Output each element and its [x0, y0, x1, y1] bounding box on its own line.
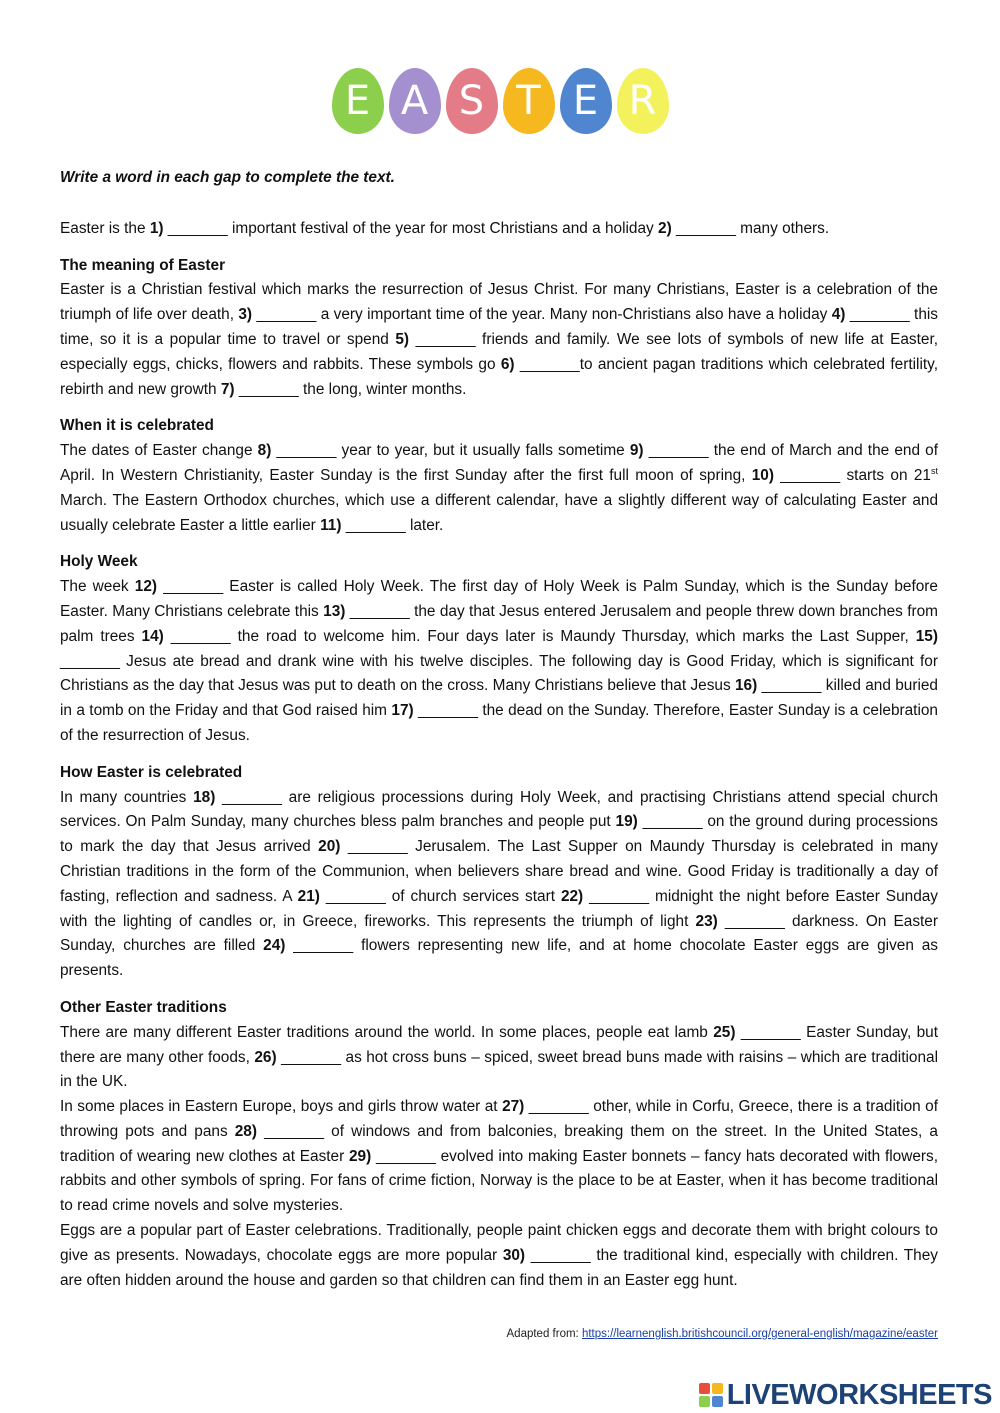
worksheet-text — [60, 166, 938, 1293]
liveworksheets-brand — [699, 1378, 992, 1412]
gap-13[interactable]: _______ — [349, 602, 410, 620]
gap-29[interactable]: _______ — [375, 1147, 436, 1165]
source-attribution — [507, 1328, 939, 1340]
liveworksheets-logo-icon — [699, 1383, 723, 1407]
title-egg-s: S — [446, 68, 498, 134]
brand-name: LIVEWORKSHEETS — [726, 1378, 992, 1411]
gap-26[interactable]: _______ — [281, 1048, 342, 1066]
title-egg-e: E — [332, 68, 384, 134]
gap-16[interactable]: _______ — [761, 677, 822, 695]
gap-20[interactable]: _______ — [347, 838, 408, 856]
gap-6[interactable]: _______ — [519, 355, 580, 373]
gap-19[interactable]: _______ — [642, 813, 703, 831]
gap-4[interactable]: _______ — [849, 306, 910, 324]
gap-22[interactable]: _______ — [589, 887, 650, 905]
gap-1[interactable]: _______ — [167, 219, 228, 237]
source-link[interactable]: https://learnenglish.britishcouncil.org/general-english/magazine/easter — [581, 1328, 938, 1340]
paragraph-how: In many countries 18) _______ are religious processions during Holy Week, and practising Christians attend special church services. On Palm Sunday, many churches bless palm branches and people put 19) _______ on the ground during processions to mark the day that Jesus arrived 20) _______ Jerusalem. The Last Supper on Maundy Thursday is celebrated in many Christian traditions in the form of the Communion, when believers share bread and wine. Good Friday is traditionally a day of fasting, reflection and sadness. A 21) _______ of church services start 22) _______ midnight the night before Easter Sunday with the lighting of candles or, in Greece, fireworks. This represents the triumph of light 23) _______ darkness. On Easter Sunday, churches are filled 24) _______ flowers representing new life, and at home chocolate Easter eggs are given as presents. — [60, 788, 939, 980]
paragraph-when: The dates of Easter change 8) _______ year to year, but it usually falls sometime 9) _______ the end of March and the end of April. In Western Christianity, Easter Sunday is the first Sunday after the first full moon of spring, 10) _______ starts on 21st March. The Eastern Orthodox churches, which use a different calendar, have a slightly different way of calculating Easter and usually celebrate Easter a little earlier 11) _______ later. — [60, 442, 938, 534]
title-egg-e2: E — [560, 68, 612, 134]
gap-25[interactable]: _______ — [740, 1023, 801, 1041]
gap-21[interactable]: _______ — [325, 887, 386, 905]
gap-5[interactable]: _______ — [415, 330, 476, 348]
gap-14[interactable]: _______ — [170, 627, 231, 645]
intro-paragraph: Easter is the 1) _______ important festival of the year for most Christians and a holiday 2) _______ many others. — [60, 219, 830, 237]
heading-how: How Easter is celebrated — [60, 763, 243, 781]
gap-28[interactable]: _______ — [264, 1122, 325, 1140]
paragraph-other-2: In some places in Eastern Europe, boys and girls throw water at 27) _______ other, while in Corfu, Greece, there is a tradition of throwing pots and pans 28) _______ of windows and from balconies, breaking them on the street. In the United States, a tradition of wearing new clothes at Easter 29) _______ evolved into making Easter bonnets – fancy hats decorated with flowers, rabbits and other symbols of spring. For fans of crime fiction, Norway is the place to be at Easter, when it has become traditional to read crime novels and solve mysteries. — [60, 1098, 939, 1215]
gap-23[interactable]: _______ — [724, 912, 785, 930]
paragraph-holy-week: The week 12) _______ Easter is called Holy Week. The first day of Holy Week is Palm Sunday, which is the Sunday before Easter. Many Christians celebrate this 13) _______ the day that Jesus entered Jerusalem and people threw down branches from palm trees 14) _______ the road to welcome him. Four days later is Maundy Thursday, which marks the Last Supper, 15) _______ Jesus ate bread and drank wine with his twelve disciples. The following day is Good Friday, which is significant for Christians as the day that Jesus was put to death on the cross. Many Christians believe that Jesus 16) _______ killed and buried in a tomb on the Friday and that God raised him 17) _______ the dead on the Sunday. Therefore, Easter Sunday is a celebration of the resurrection of Jesus. — [60, 578, 938, 744]
page-title-easter — [0, 66, 1000, 136]
gap-3[interactable]: _______ — [256, 306, 317, 324]
gap-30[interactable]: _______ — [530, 1246, 591, 1264]
gap-12[interactable]: _______ — [163, 578, 224, 596]
gap-15[interactable]: _______ — [60, 652, 120, 670]
instruction: Write a word in each gap to complete the text. — [60, 169, 395, 186]
gap-7[interactable]: _______ — [238, 380, 299, 398]
paragraph-other-1: There are many different Easter traditions around the world. In some places, people eat lamb 25) _______ Easter Sunday, but there are many other foods, 26) _______ as hot cross buns – spiced, sweet bread buns made with raisins – which are traditional in the UK. — [60, 1023, 938, 1091]
title-egg-r: R — [617, 68, 669, 134]
gap-9[interactable]: _______ — [648, 442, 709, 460]
gap-10[interactable]: _______ — [780, 466, 841, 484]
paragraph-meaning: Easter is a Christian festival which marks the resurrection of Jesus Christ. For many Christians, Easter is a celebration of the triumph of life over death, 3) _______ a very important time of the year. Many non-Christians also have a holiday 4) _______ this time, so it is a popular time to travel or spend 5) _______ friends and family. We see lots of symbols of new life at Easter, especially eggs, chicks, flowers and rabbits. These symbols go 6) _______to ancient pagan traditions which celebrated fertility, rebirth and new growth 7) _______ the long, winter months. — [60, 281, 938, 398]
paragraph-other-3: Eggs are a popular part of Easter celebrations. Traditionally, people paint chicken eggs and decorate them with bright colours to give as presents. Nowadays, chocolate eggs are more popular 30) _______ the traditional kind, especially with children. They are often hidden around the house and garden so that children can find them in an Easter egg hunt. — [60, 1222, 938, 1289]
heading-when: When it is celebrated — [60, 417, 214, 435]
gap-2[interactable]: _______ — [675, 219, 736, 237]
gap-27[interactable]: _______ — [528, 1098, 589, 1116]
gap-8[interactable]: _______ — [276, 442, 337, 460]
gap-11[interactable]: _______ — [345, 516, 406, 534]
gap-18[interactable]: _______ — [222, 788, 282, 806]
title-egg-a: A — [389, 68, 441, 134]
title-egg-t: T — [503, 68, 555, 134]
heading-holy-week: Holy Week — [60, 553, 138, 571]
gap-17[interactable]: _______ — [418, 702, 478, 720]
heading-meaning: The meaning of Easter — [60, 256, 226, 274]
source-label: Adapted from: — [506, 1328, 582, 1340]
heading-other: Other Easter traditions — [60, 998, 227, 1016]
gap-24[interactable]: _______ — [293, 937, 354, 955]
